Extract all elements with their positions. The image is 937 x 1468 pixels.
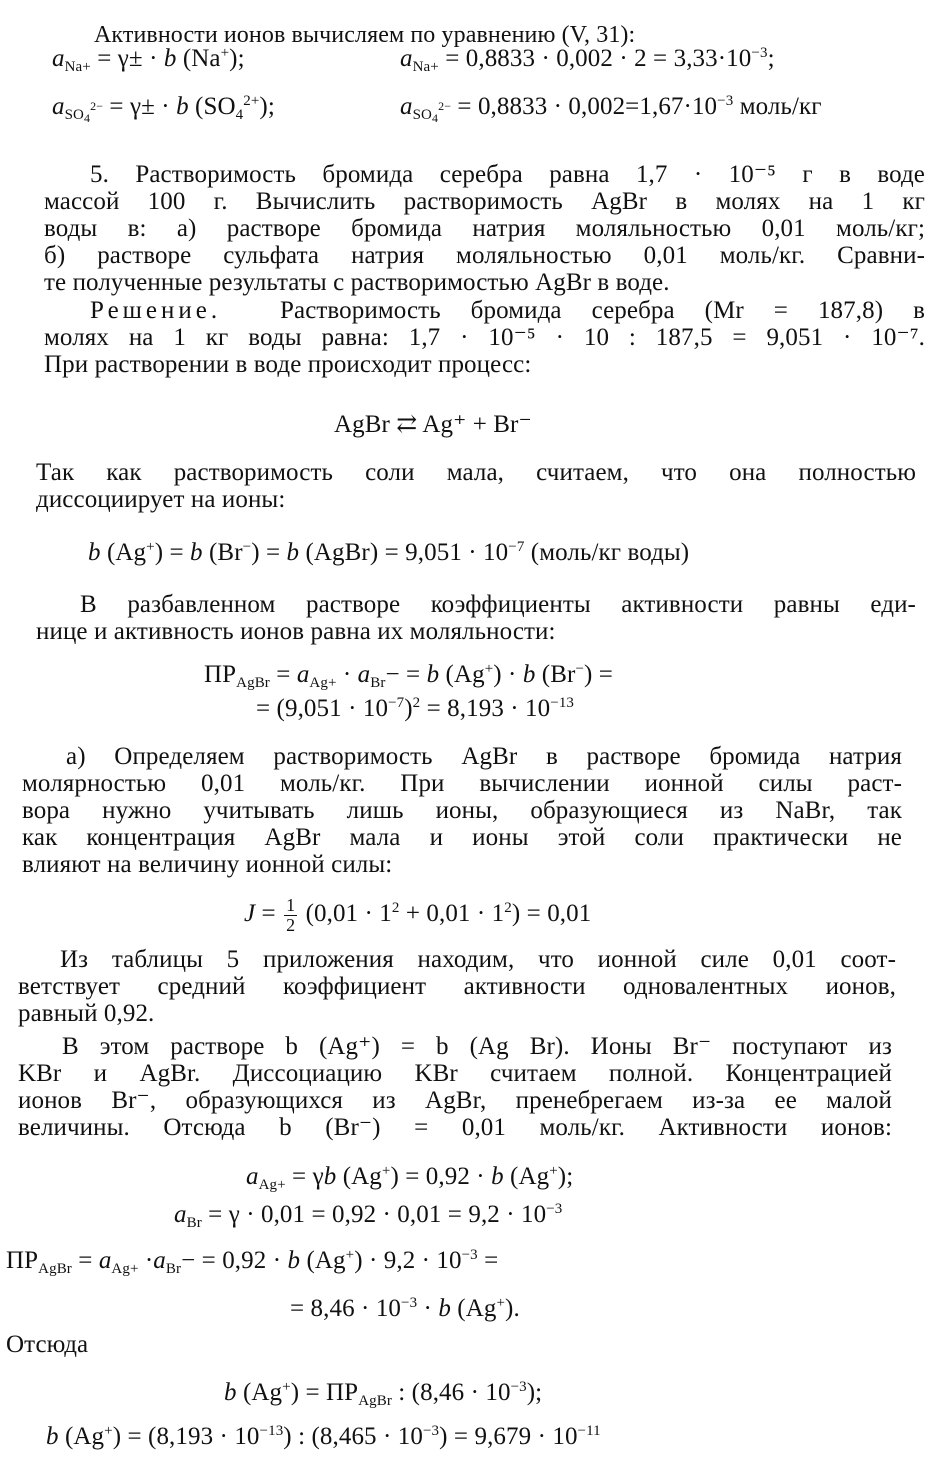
solution-label: Решение. <box>90 297 222 324</box>
problem-5-line-3: воды в: а) растворе бромида натрия моляльностью 0,01 моль/кг; <box>44 215 925 242</box>
text-line-2: диссоциирует на ионы: <box>36 486 286 513</box>
formula-so4-left: $a_{SO_4^{2-}} = \gamma\pm \cdot b$ $(SO_4^{2+})$; <box>52 93 275 125</box>
table-line-2: ветствует средний коэффициент активности одновалентных ионов, <box>18 973 896 1000</box>
part-a-line-1: а) Определяем растворимость AgBr в растворе бромида натрия <box>66 743 902 770</box>
part-a-line-4: как концентрация AgBr мала и ионы этой соли практически не <box>22 824 902 851</box>
text-line-1: Так как растворимость соли мала, считаем, что она полностью <box>36 459 916 486</box>
remark-line-1: В этом растворе b (Ag⁺) = b (Ag Br). Ионы Br⁻ поступают из <box>62 1033 892 1060</box>
problem-5-line-4: б) растворе сульфата натрия моляльностью 0,01 моль/кг. Сравни- <box>44 242 925 269</box>
formula-na-right: $a_{Na+} = 0,8833 \cdot 0,002 \cdot 2 = 3,33\cdot 10^{-3}$; <box>400 45 775 75</box>
formula-na-left: $a_{Na+} = \gamma\pm \cdot b$ (Na+); <box>52 45 245 75</box>
text-line-3: В разбавленном растворе коэффициенты активности равны еди- <box>80 591 916 618</box>
table-line-3: равный 0,92. <box>18 1000 155 1027</box>
problem-5-line-5: те полученные результаты с растворимостью AgBr в воде. <box>44 269 670 296</box>
formula-so4-right: $a_{SO_4^{2-}} = 0,8833 \cdot 0,002=1,67\cdot 10^{-3}$ моль/кг <box>400 93 822 125</box>
solution-line-2: молях на 1 кг воды равна: 1,7 · 10⁻⁵ · 10 : 187,5 = 9,051 · 10⁻⁷. <box>44 324 925 351</box>
remark-line-3: ионов Br⁻, образующихся из AgBr, пренебрегаем из-за ее малой <box>18 1087 892 1114</box>
solution-line-3: При растворении в воде происходит процесс: <box>44 351 532 378</box>
textbook-page: Активности ионов вычисляем по уравнению (V, 31): $a_{Na+} = \gamma\pm \cdot b$ (Na+); $a_{Na+} = 0,8833 \cdot 0,002 \cdot 2 = 3,33\cdot 10^{-3}$; $a_{SO_4^{2-}} = \gamma\pm \cdot b$ $(SO_4^{2+})$; $a_{SO_4^{2-}} = 0,8833 \cdot 0,002=1,67\cdot 10^{-3}$ моль/кг 5. Растворимость бромида серебра равна 1,7 · 10⁻⁵ г в воде массой 100 г. Вычислить растворимость AgBr в молях на 1 кг воды в: а) растворе бромида натрия моляльностью 0,01 моль/кг; б) растворе сульфата натрия моляльностью 0,01 моль/кг. Сравни- те полученные результаты с растворимостью AgBr в воде. Решение. Растворимость бромида серебра (Mr = 187,8) в молях на 1 кг воды равна: 1,7 · 10⁻⁵ · 10 : 187,5 = 9,051 · 10⁻⁷. При растворении в воде происходит процесс: AgBr ⇄ Ag⁺ + Br⁻ Так как растворимость соли мала, считаем, что она полностью диссоциирует на ионы: b (Ag+) = b (Br−) = b (AgBr) = $9,051 \cdot 10^{-7}$ (моль/кг воды) В разбавленном растворе коэффициенты активности равны еди- нице и активность ионов равна их моляльности: $ПР_{AgBr} = a_{Ag+} \cdot a_{Br}- = b$ (Ag+) · b (Br−) = = $(9,051 \cdot 10^{-7})^2 = 8,193 \cdot 10^{-13}$ а) Определяем растворимость AgBr в растворе бромида натрия молярностью 0,01 моль/кг. При вычислении ионной силы раст- вора нужно учитывать лишь ионы, образующиеся из NaBr, так как концентрация AgBr мала и ионы этой соли практически не влияют на величину ионной силы: J = $\frac{1}{2}$ $(0,01 \cdot 1^2 + 0,01 \cdot 1^2) = 0,01$ Из таблицы 5 приложения находим, что ионной силе 0,01 соот- ветствует средний коэффициент активности одновалентных ионов, равный 0,92. В этом растворе b (Ag⁺) = b (Ag Br). Ионы Br⁻ поступают из KBr и AgBr. Диссоциацию KBr считаем полной. Концентрацией ионов Br⁻, образующихся из AgBr, пренебрегаем из-за ее малой величины. Отсюда b (Br⁻) = 0,01 моль/кг. Активности ионов: $a_{Ag+} = \gamma b$ (Ag+) = 0,92 · b (Ag+); $a_{Br} = \gamma \cdot 0,01 = 0,92 \cdot 0,01 = 9,2 \cdot 10^{-3}$ $ПР_{AgBr} = a_{Ag+} \cdot a_{Br}- = 0,92 \cdot b$ $(Ag^+) \cdot 9,2 \cdot 10^{-3}$ = = $8,46 \cdot 10^{-3} \cdot b$ (Ag+). Отсюда b $(Ag^+) = ПР_{AgBr}$ : $(8,46 \cdot 10^{-3})$; b $(Ag^+) = (8,193 \cdot 10^{-13})$ : $(8,465 \cdot 10^{-3}) = 9,679 \cdot 10^{-11}$ <box>6 22 925 1450</box>
part-a-line-5: влияют на величину ионной силы: <box>22 851 393 878</box>
part-a-line-3: вора нужно учитывать лишь ионы, образующиеся из NaBr, так <box>22 797 902 824</box>
part-a-line-2: молярностью 0,01 моль/кг. При вычислении ионной силы раст- <box>22 770 902 797</box>
table-line-1: Из таблицы 5 приложения находим, что ионной силе 0,01 соот- <box>60 946 896 973</box>
problem-5-line-1: 5. Растворимость бромида серебра равна 1,7 · 10⁻⁵ г в воде <box>90 161 925 188</box>
remark-line-2: KBr и AgBr. Диссоциацию KBr считаем полной. Концентрацией <box>18 1060 892 1087</box>
remark-line-4: величины. Отсюда b (Br⁻) = 0,01 моль/кг. Активности ионов: <box>18 1114 892 1141</box>
text-line-4: нице и активность ионов равна их моляльности: <box>36 618 556 645</box>
fraction-one-half: $\frac{1}{2}$ <box>286 895 296 935</box>
problem-5-line-2: массой 100 г. Вычислить растворимость AgBr в молях на 1 кг <box>44 188 925 215</box>
